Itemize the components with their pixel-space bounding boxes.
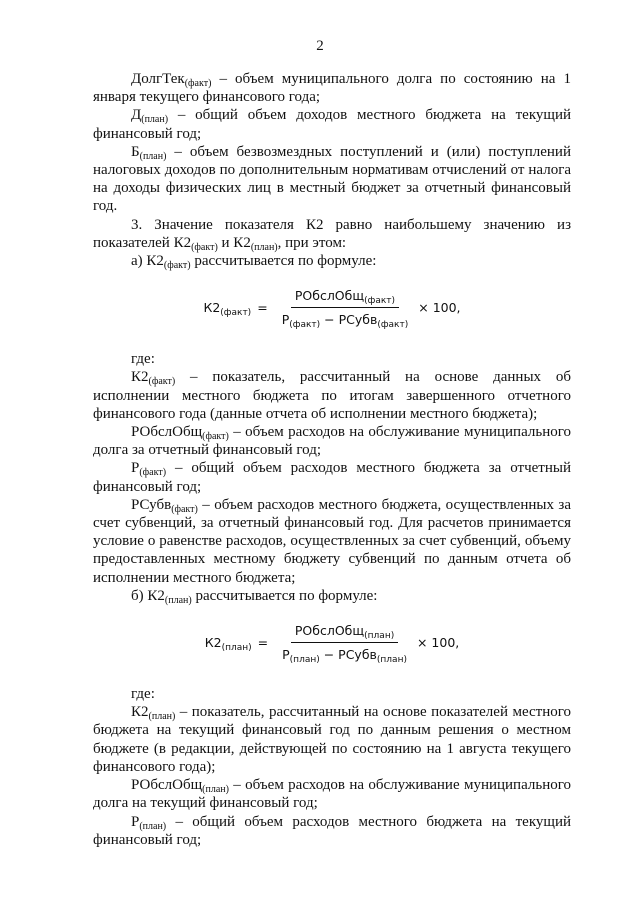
- term-subscript: (план): [141, 114, 169, 126]
- clause-text: б) К2: [131, 587, 165, 604]
- minus-sign: −: [319, 647, 339, 663]
- definition-text: – объем расходов на обслуживание муниципального долга за отчетный финансовый год;: [93, 424, 571, 459]
- term: К2: [131, 704, 149, 721]
- definition-r-plan: [93, 813, 571, 849]
- formula-symbol: РСубв: [338, 312, 378, 328]
- formula-denominator: [278, 308, 413, 329]
- term-subscript: (факт): [202, 431, 229, 443]
- definition-r-fact: [93, 459, 571, 495]
- document-body: [93, 70, 571, 849]
- definition-text: – объем безвозмездных поступлений и (или) поступлений налоговых доходов по дополнительным нормативам отчислений от налога на доходы физических лиц в местный бюджет за отчетный финансовый год.: [93, 143, 571, 215]
- clause-text: и К2: [217, 234, 251, 251]
- formula-subscript: (план): [376, 655, 407, 666]
- definition-text: – общий объем расходов местного бюджета за отчетный финансовый год;: [93, 460, 571, 495]
- term-subscript: (план): [164, 594, 192, 606]
- definition-k2-fact: [93, 368, 571, 423]
- definition-text: – объем расходов на обслуживание муниципального долга на текущий финансовый год;: [93, 777, 571, 812]
- definition-b-plan: [93, 143, 571, 216]
- formula-symbol: Р: [281, 312, 290, 328]
- formula-numerator: [291, 622, 398, 643]
- definition-robslobshch-fact: [93, 423, 571, 459]
- formula-symbol: К2: [204, 634, 222, 650]
- formula-symbol: РОбслОбщ: [294, 622, 365, 638]
- term-subscript: (факт): [184, 78, 212, 89]
- formula-subscript: (план): [221, 642, 252, 653]
- definition-text: – объем муниципального долга по состоянию на 1 января текущего финансового года;: [93, 71, 571, 106]
- definition-text: – общий объем расходов местного бюджета на текущий финансовый год;: [93, 813, 571, 848]
- formula-lhs: [203, 299, 251, 317]
- definition-dolgtek: [93, 70, 571, 106]
- definition-rsubv-fact: [93, 496, 571, 587]
- where-label: где:: [131, 351, 155, 368]
- formula-denominator: [278, 643, 411, 664]
- formula-fraction: [278, 622, 411, 664]
- clause-text: рассчитывается по формуле:: [190, 253, 377, 270]
- term: ДолгТек: [131, 71, 185, 87]
- term-subscript: (план): [250, 241, 278, 253]
- formula-numerator: [291, 287, 399, 308]
- formula-symbol: РСубв: [338, 647, 377, 663]
- formula-subscript: (план): [364, 630, 395, 641]
- definition-text: – показатель, рассчитанный на основе показателей местного бюджета на текущий финансовый год по данным решения о местном бюджете (в редакции, действующей по состоянию на 1 августа текущего финансового года);: [93, 704, 571, 775]
- equals-sign: =: [257, 300, 268, 316]
- clause-text: , при этом:: [277, 234, 347, 251]
- definition-d-plan: [93, 106, 571, 142]
- definition-robslobshch-plan: [93, 776, 571, 812]
- formula-subscript: (факт): [289, 320, 321, 331]
- formula-k2-fact: [93, 282, 571, 334]
- term: РСубв: [131, 496, 172, 513]
- formula-multiplier: × 100,: [416, 634, 460, 650]
- subclause-a: [93, 252, 571, 270]
- term: Р: [131, 813, 140, 830]
- formula-subscript: (факт): [364, 296, 396, 307]
- page-number: 2: [316, 38, 324, 54]
- formula-subscript: (факт): [377, 320, 409, 331]
- formula-symbol: Р: [282, 647, 290, 663]
- formula-subscript: (план): [289, 655, 320, 666]
- equals-sign: =: [257, 634, 269, 650]
- formula-k2-plan: [93, 617, 571, 669]
- term-subscript: (факт): [139, 467, 167, 479]
- term-subscript: (факт): [148, 376, 176, 388]
- definition-text: – общий объем доходов местного бюджета на текущий финансовый год;: [93, 107, 571, 142]
- term-subscript: (факт): [191, 241, 218, 253]
- formula-multiplier: × 100,: [418, 300, 461, 316]
- term-subscript: (план): [202, 784, 229, 796]
- clause-3: [93, 216, 571, 252]
- term: К2: [131, 369, 149, 386]
- clause-text: 3. Значение показателя К2 равно наибольшему значению из показателей К2: [93, 216, 571, 251]
- formula-lhs: [205, 634, 252, 652]
- formula-subscript: (факт): [220, 308, 252, 319]
- where-label: где:: [131, 686, 155, 703]
- definition-k2-plan: [93, 703, 571, 776]
- subclause-b: [93, 587, 571, 605]
- definition-text: – показатель, рассчитанный на основе данных об исполнении местного бюджета по итогам завершенного отчетного финансового года (данные отчета об исполнении местного бюджета);: [93, 369, 571, 422]
- formula-fraction: [278, 287, 413, 329]
- term-subscript: (факт): [171, 503, 198, 515]
- term: Р: [131, 460, 140, 477]
- clause-text: рассчитывается по формуле:: [191, 587, 378, 604]
- minus-sign: −: [320, 312, 339, 328]
- term-subscript: (план): [139, 150, 167, 162]
- term: Д: [131, 107, 142, 124]
- clause-text: а) К2: [131, 253, 164, 270]
- term: РОбслОбщ: [131, 424, 203, 441]
- term: РОбслОбщ: [131, 777, 203, 794]
- formula-symbol: К2: [203, 300, 221, 316]
- term-subscript: (факт): [163, 260, 191, 272]
- term: Б: [131, 143, 140, 160]
- term-subscript: (план): [139, 820, 167, 832]
- definition-text: – объем расходов местного бюджета, осуществленных за счет субвенций, за отчетный финансовый год. Для расчетов принимается условие о равенстве расходов, осуществленных за счет субвенций, объему предоставленных местному бюджету субвенций по данным отчета об исполнении местного бюджета;: [93, 496, 571, 586]
- formula-symbol: РОбслОбщ: [294, 288, 365, 304]
- term-subscript: (план): [148, 711, 176, 723]
